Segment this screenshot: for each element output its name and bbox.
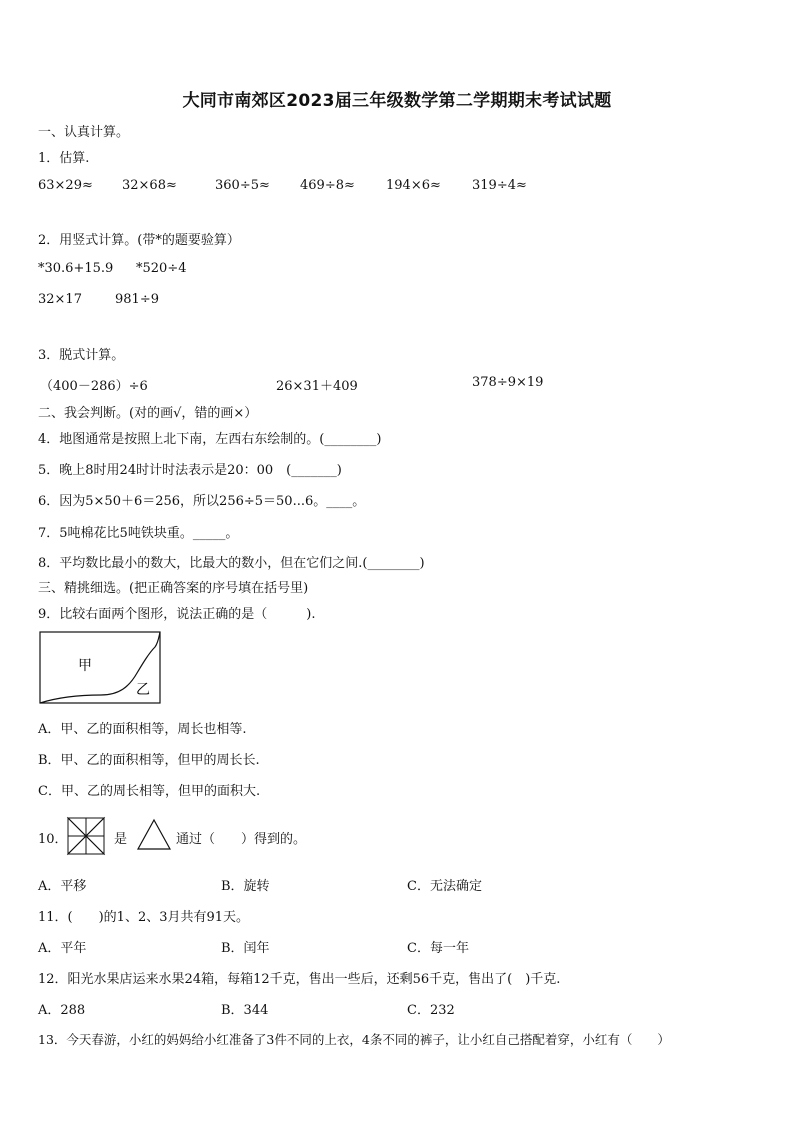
estimate-item: 32×68≈	[122, 178, 177, 193]
q11-option-c: C．每一年	[407, 941, 469, 956]
question-9-stem: 9．比较右面两个图形，说法正确的是（ ).	[38, 607, 316, 622]
estimate-item: 360÷5≈	[215, 178, 270, 193]
calc-item: *520÷4	[136, 261, 187, 276]
q12-options	[38, 999, 758, 1017]
triangle-figure	[136, 818, 172, 852]
question-3-label: 3．脱式计算。	[38, 348, 125, 363]
q12-option-a: A．288	[38, 1003, 86, 1018]
q10-option-a: A．平移	[38, 879, 87, 894]
question-8: 8．平均数比最小的数大，比最大的数小，但在它们之间.(________)	[38, 556, 425, 571]
question-10-text: 通过（ ）得到的。	[176, 832, 307, 847]
section-heading-2: 二、我会判断。(对的画√，错的画×）	[38, 406, 258, 421]
calc-item: （400－286）÷6	[40, 379, 148, 394]
question-6: 6．因为5×50＋6＝256，所以256÷5＝50...6。____。	[38, 494, 366, 509]
q10-option-c: C．无法确定	[407, 879, 482, 894]
question-10-is: 是	[114, 832, 128, 847]
calc-item: 981÷9	[115, 292, 159, 307]
question-1-label: 1．估算.	[38, 151, 90, 166]
question-11-stem: 11．( )的1、2、3月共有91天。	[38, 910, 250, 925]
vertical-calc-row-2	[38, 292, 758, 310]
question-7: 7．5吨棉花比5吨铁块重。_____。	[38, 526, 239, 541]
q9-option-a: A．甲、乙的面积相等，周长也相等.	[38, 722, 247, 737]
q12-option-b: B．344	[221, 1003, 269, 1018]
question-2-label: 2．用竖式计算。(带*的题要验算）	[38, 233, 240, 248]
calc-item: 26×31＋409	[276, 379, 358, 394]
region-label-yi: 乙	[136, 682, 150, 698]
question-10-number: 10．	[38, 832, 68, 847]
q11-options	[38, 937, 758, 955]
area-comparison-figure	[39, 631, 163, 707]
q10-options	[38, 875, 758, 893]
question-4: 4．地图通常是按照上北下南，左西右东绘制的。(________)	[38, 432, 382, 447]
q10-option-b: B．旋转	[221, 879, 270, 894]
section-heading-1: 一、认真计算。	[38, 125, 130, 140]
q12-option-c: C．232	[407, 1003, 455, 1018]
q11-option-b: B．闰年	[221, 941, 270, 956]
estimate-item: 469÷8≈	[300, 178, 355, 193]
question-12-stem: 12．阳光水果店运来水果24箱，每箱12千克，售出一些后，还剩56千克，售出了( )千克.	[38, 972, 561, 987]
vertical-calc-row-1	[38, 261, 758, 279]
region-label-jia: 甲	[78, 658, 92, 674]
question-13-stem: 13．今天春游，小红的妈妈给小红准备了3件不同的上衣，4条不同的裤子，让小红自己搭配着穿，小红有（ ）	[38, 1032, 670, 1047]
estimate-item: 194×6≈	[386, 178, 441, 193]
calc-item: *30.6+15.9	[38, 261, 114, 276]
estimate-item: 319÷4≈	[472, 178, 527, 193]
triangle-shape	[138, 820, 170, 849]
q9-option-c: C．甲、乙的周长相等，但甲的面积大.	[38, 784, 261, 799]
estimate-item: 63×29≈	[38, 178, 93, 193]
step-calc-row	[38, 375, 758, 393]
question-5: 5．晚上8时用24时计时法表示是20：00 (_______)	[38, 463, 342, 478]
calc-item: 32×17	[38, 292, 82, 307]
pinwheel-figure	[66, 816, 106, 856]
page-title: 大同市南郊区2023届三年级数学第二学期期末考试试题	[182, 91, 612, 111]
calc-item: 378÷9×19	[472, 375, 544, 390]
estimate-row	[38, 178, 758, 196]
section-heading-3: 三、精挑细选。(把正确答案的序号填在括号里)	[38, 581, 309, 596]
q11-option-a: A．平年	[38, 941, 87, 956]
q9-option-b: B．甲、乙的面积相等，但甲的周长长.	[38, 753, 260, 768]
